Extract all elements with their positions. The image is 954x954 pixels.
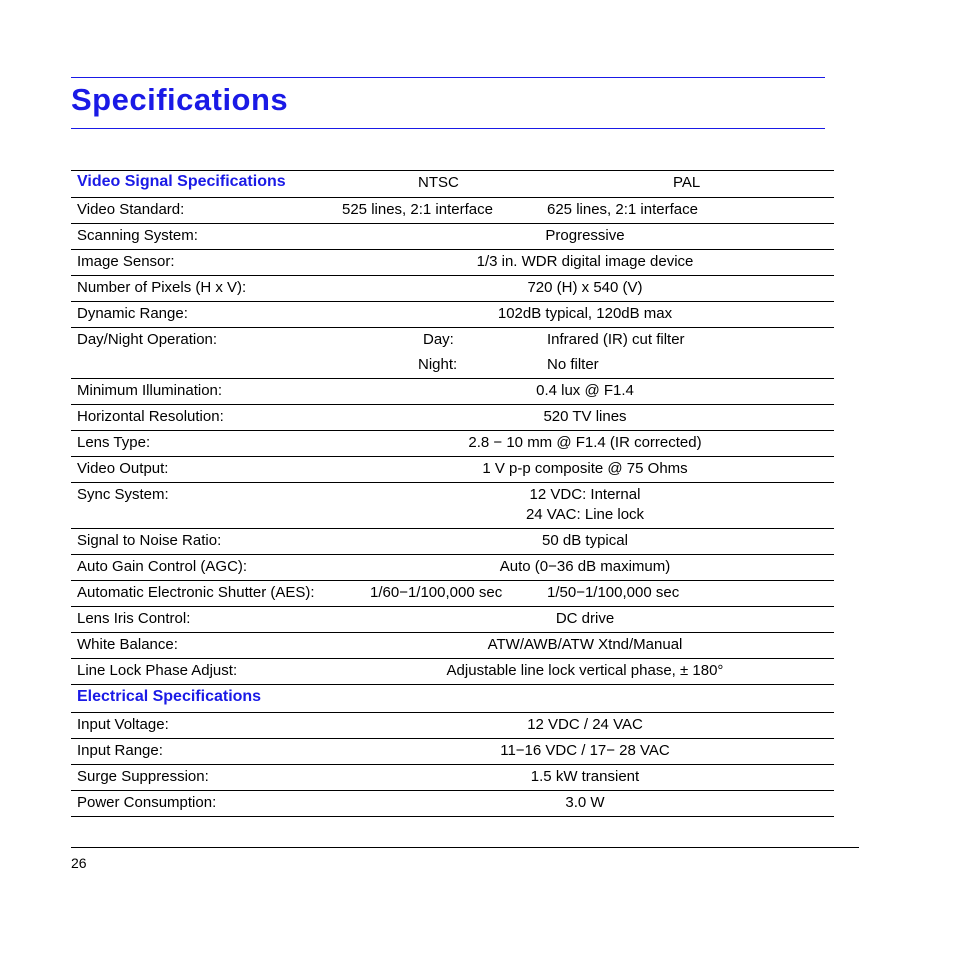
scanning-system-value: Progressive [545, 227, 625, 244]
lens-iris-control-label: Lens Iris Control: [77, 610, 191, 627]
table-row [71, 483, 834, 529]
aes-label: Automatic Electronic Shutter (AES): [77, 584, 315, 601]
pal-column-header: PAL [673, 174, 701, 191]
video-section-header-row [71, 171, 834, 198]
night-label: Night: [418, 356, 458, 373]
video-standard-ntsc: 525 lines, 2:1 interface [342, 201, 493, 218]
horizontal-resolution-value: 520 TV lines [543, 408, 627, 425]
table-row [71, 713, 834, 739]
electrical-section-title: Electrical Specifications [77, 688, 262, 705]
ntsc-column-header: NTSC [418, 174, 459, 191]
night-value: No filter [547, 356, 599, 373]
table-row [71, 431, 834, 457]
table-row [71, 302, 834, 328]
specifications-table [71, 170, 834, 817]
table-row [71, 405, 834, 431]
table-row [71, 529, 834, 555]
table-row [71, 607, 834, 633]
table-row [71, 224, 834, 250]
video-section-title: Video Signal Specifications [77, 173, 286, 190]
sync-system-value-line2: 24 VAC: Line lock [525, 506, 645, 523]
input-range-label: Input Range: [77, 742, 163, 759]
title-rule-top [71, 77, 825, 78]
video-output-label: Video Output: [77, 460, 169, 477]
agc-value: Auto (0−36 dB maximum) [499, 558, 671, 575]
line-lock-phase-label: Line Lock Phase Adjust: [77, 662, 238, 679]
dynamic-range-label: Dynamic Range: [77, 305, 188, 322]
agc-label: Auto Gain Control (AGC): [77, 558, 248, 575]
table-row [71, 633, 834, 659]
page-title: Specifications [71, 82, 289, 117]
title-rule-bottom [71, 128, 825, 129]
lens-iris-control-value: DC drive [555, 610, 615, 627]
input-voltage-value: 12 VDC / 24 VAC [527, 716, 643, 733]
signal-to-noise-label: Signal to Noise Ratio: [77, 532, 222, 549]
video-standard-label: Video Standard: [77, 201, 185, 218]
table-row [71, 276, 834, 302]
surge-suppression-value: 1.5 kW transient [530, 768, 640, 785]
dynamic-range-value: 102dB typical, 120dB max [497, 305, 673, 322]
table-row [71, 198, 834, 224]
table-row [71, 791, 834, 817]
white-balance-label: White Balance: [77, 636, 178, 653]
minimum-illumination-value: 0.4 lux @ F1.4 [536, 382, 634, 399]
input-range-value: 11−16 VDC / 17− 28 VAC [500, 742, 670, 759]
scanning-system-label: Scanning System: [77, 227, 198, 244]
sync-system-label: Sync System: [77, 486, 169, 503]
input-voltage-label: Input Voltage: [77, 716, 169, 733]
lens-type-value: 2.8 − 10 mm @ F1.4 (IR corrected) [468, 434, 702, 451]
table-row [71, 379, 834, 405]
table-row [71, 659, 834, 685]
horizontal-resolution-label: Horizontal Resolution: [77, 408, 224, 425]
footer-rule [71, 847, 859, 848]
sync-system-value-line1: 12 VDC: Internal [529, 486, 641, 503]
lens-type-label: Lens Type: [77, 434, 151, 451]
number-of-pixels-value: 720 (H) x 540 (V) [527, 279, 643, 296]
electrical-section-header-row [71, 685, 834, 713]
power-consumption-label: Power Consumption: [77, 794, 217, 811]
aes-ntsc: 1/60−1/100,000 sec [370, 584, 503, 601]
minimum-illumination-label: Minimum Illumination: [77, 382, 223, 399]
line-lock-phase-value: Adjustable line lock vertical phase, ± 180° [446, 662, 724, 679]
table-row [71, 739, 834, 765]
table-row [71, 555, 834, 581]
day-night-label: Day/Night Operation: [77, 331, 218, 348]
table-row [71, 581, 834, 607]
power-consumption-value: 3.0 W [565, 794, 605, 811]
video-output-value: 1 V p-p composite @ 75 Ohms [482, 460, 688, 477]
video-standard-pal: 625 lines, 2:1 interface [547, 201, 698, 218]
image-sensor-label: Image Sensor: [77, 253, 175, 270]
number-of-pixels-label: Number of Pixels (H x V): [77, 279, 247, 296]
day-label: Day: [423, 331, 454, 348]
image-sensor-value: 1/3 in. WDR digital image device [476, 253, 694, 270]
table-row [71, 250, 834, 276]
day-value: Infrared (IR) cut filter [547, 331, 685, 348]
table-row [71, 457, 834, 483]
page-number: 26 [71, 855, 87, 871]
surge-suppression-label: Surge Suppression: [77, 768, 209, 785]
white-balance-value: ATW/AWB/ATW Xtnd/Manual [487, 636, 683, 653]
aes-pal: 1/50−1/100,000 sec [547, 584, 680, 601]
table-row [71, 765, 834, 791]
signal-to-noise-value: 50 dB typical [542, 532, 628, 549]
table-row [71, 328, 834, 379]
